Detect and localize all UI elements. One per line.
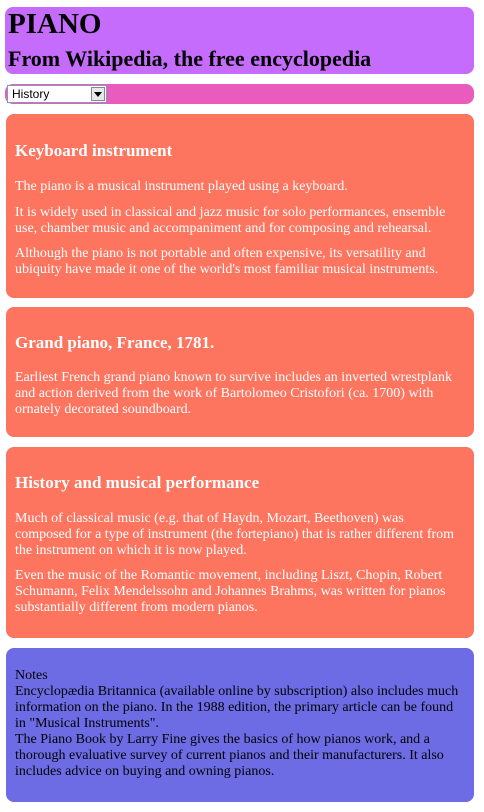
notes-title: Notes bbox=[15, 668, 48, 683]
section-paragraph: Much of classical music (e.g. that of Haydn, Mozart, Beethoven) was composed for a type of instrument (the fortepiano) that is rather different from the instrument on which it is now played. bbox=[15, 511, 455, 558]
nav-bar bbox=[5, 84, 474, 104]
section-heading: Keyboard instrument bbox=[15, 141, 173, 160]
page-subtitle: From Wikipedia, the free encyclopedia bbox=[8, 46, 372, 71]
notes-item: The Piano Book by Larry Fine gives the basics of how pianos work, and a thorough evaluative survey of current pianos and their manufacturers. It also includes advice on buying and owning pianos. bbox=[15, 732, 444, 779]
section-paragraph: Even the music of the Romantic movement, including Liszt, Chopin, Robert Schumann, Felix Mendelssohn and Johannes Brahms, was written for pianos substantially different from modern pianos. bbox=[15, 568, 446, 615]
section-heading: Grand piano, France, 1781. bbox=[15, 333, 215, 352]
notes-box bbox=[6, 648, 474, 802]
chevron-down-icon[interactable] bbox=[91, 87, 105, 101]
section-select[interactable] bbox=[7, 85, 107, 103]
section-select-value: History bbox=[12, 87, 50, 101]
section-paragraph: Earliest French grand piano known to survive includes an inverted wrestplank and action derived from the work of Bartolomeo Cristofori (ca. 1700) with ornately decorated soundboard. bbox=[15, 370, 452, 417]
section-card-grand-piano bbox=[6, 307, 474, 437]
section-paragraph: Although the piano is not portable and often expensive, its versatility and ubiquity have made it one of the world's most familiar musical instruments. bbox=[15, 246, 439, 277]
section-card-history bbox=[6, 447, 474, 638]
section-heading: History and musical performance bbox=[15, 473, 260, 492]
page-title: PIANO bbox=[8, 8, 102, 40]
section-card-keyboard-instrument bbox=[6, 114, 474, 298]
section-paragraph: It is widely used in classical and jazz music for solo performances, ensemble use, chamber music and accompaniment and for composing and rehearsal. bbox=[15, 205, 446, 236]
page-header bbox=[5, 7, 474, 74]
notes-item: Encyclopædia Britannica (available online by subscription) also includes much information on the piano. In the 1988 edition, the primary article can be found in "Musical Instruments". bbox=[15, 684, 459, 731]
section-paragraph: The piano is a musical instrument played using a keyboard. bbox=[15, 179, 348, 194]
